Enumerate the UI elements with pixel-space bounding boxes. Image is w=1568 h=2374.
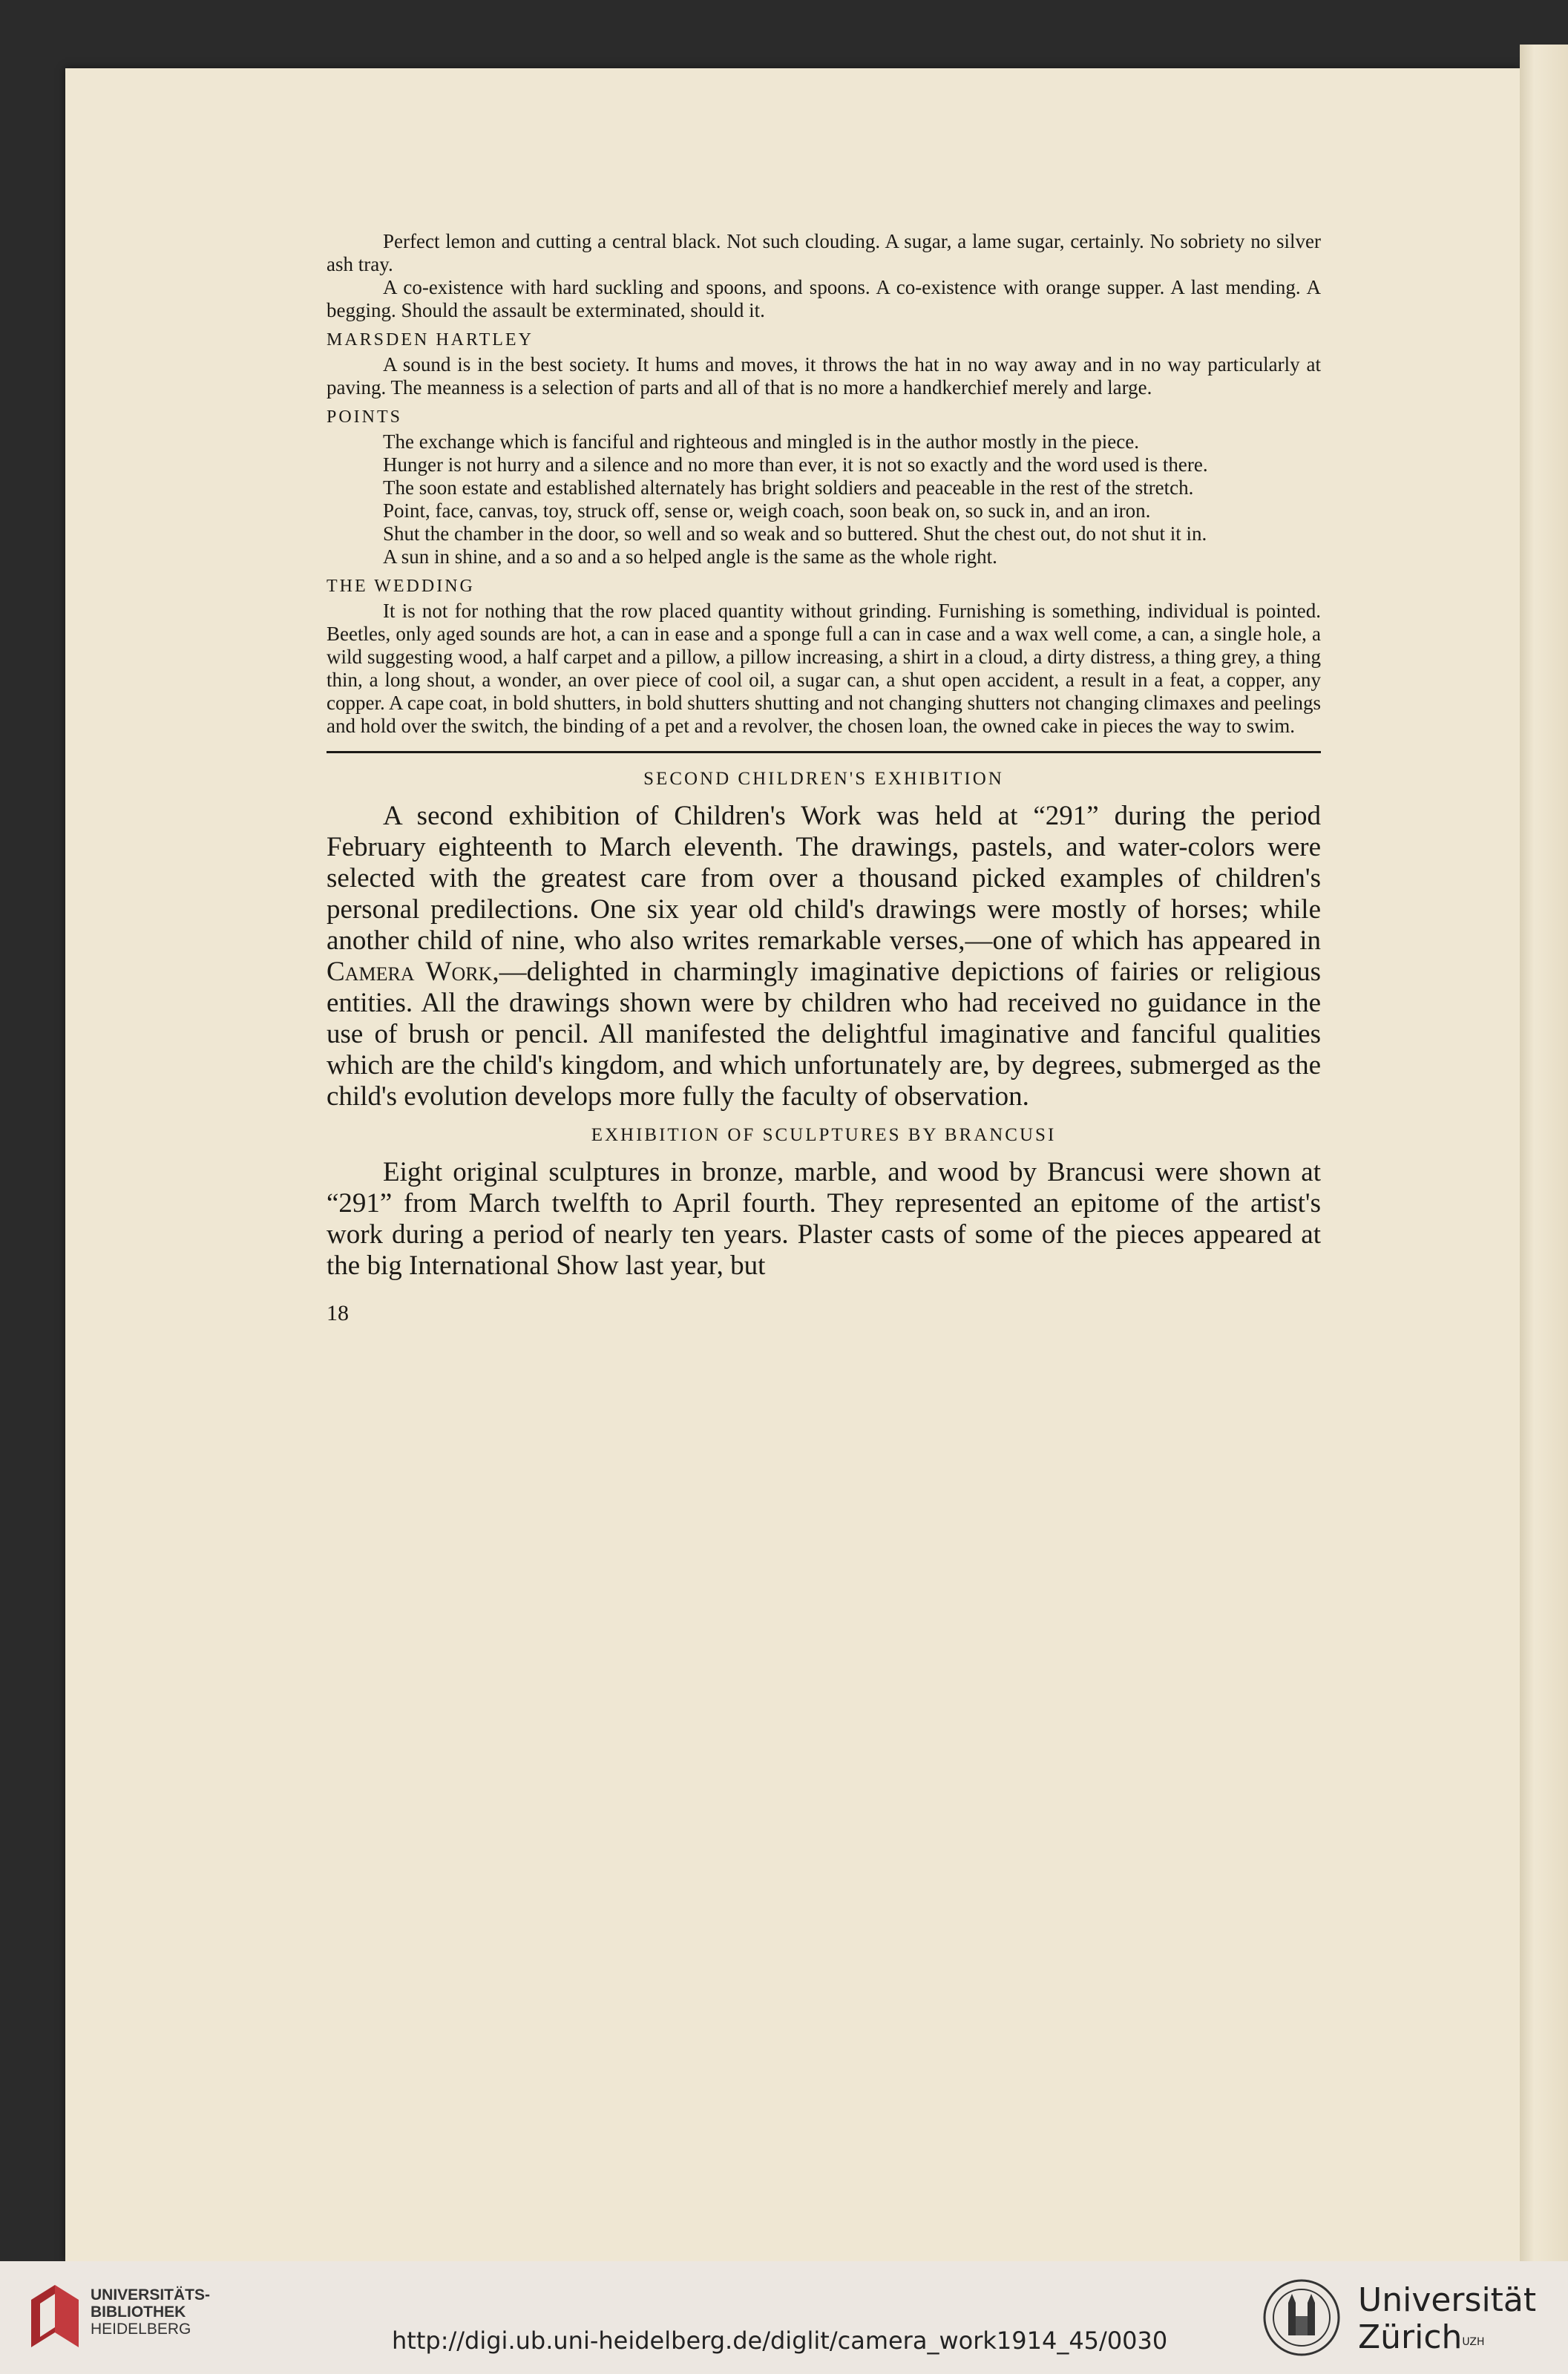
poem-paragraph: Point, face, canvas, toy, struck off, sense or, weigh coach, soon beak on, so suck in, and an iron. [383,499,1151,522]
poem-paragraph: The exchange which is fanciful and righteous and mingled is in the author mostly in the piece. [383,430,1139,453]
brancusi-paragraph: Eight original sculptures in bronze, marble, and wood by Brancusi were shown at “291” from March twelfth to April fourth. They represented an epitome of the artist's work during a period of nearly ten years. Plaster casts of some of the pieces appeared at the big International Show last year, but [327,1157,1321,1281]
section-heading-wedding: THE WEDDING [327,577,475,596]
source-url-link[interactable]: http://digi.ub.uni-heidelberg.de/diglit/camera_work1914_45/0030 [392,2327,1168,2355]
library-name [91,2286,210,2338]
children-text-b: ,—delighted in charmingly imaginative depictions of fairies or religious entities. All the drawings shown were by children who had received no guidance in the use of brush or pencil. All manifested the delightful imaginative and fanciful qualities which are the child's kingdom, and which unfortunately are, by degrees, submerged as the child's evolution develops more fully the faculty of observation. [327,957,1321,1112]
university-line-2 [1358,2319,1536,2356]
university-name [1358,2282,1536,2356]
section-heading-marsden: MARSDEN HARTLEY [327,330,534,350]
page-number: 18 [327,1301,349,1325]
poem-paragraph: Hunger is not hurry and a silence and no more than ever, it is not so exactly and the word used is there. [383,453,1208,476]
camera-work-title: Camera Work [327,957,493,987]
poem-paragraph: Shut the chamber in the door, so well and so weak and so buttered. Shut the chest out, do not shut it in. [383,522,1207,545]
university-city: Zürich [1358,2318,1463,2356]
poem-paragraph: A sun in shine, and a so and a so helped angle is the same as the whole right. [383,545,997,568]
poem-paragraph: A sound is in the best society. It hums and moves, it throws the hat in no way away and in no way particularly at paving. The meanness is a selection of parts and all of that is no more a handkerchief merely and large. [327,353,1321,399]
uzh-abbrev: UZH [1462,2336,1485,2348]
page-edge [1520,45,1568,2263]
poem-paragraph: Perfect lemon and cutting a central black. Not such clouding. A sugar, a lame sugar, certainly. No sobriety no silver ash tray. [327,230,1321,275]
children-text-a: A second exhibition of Children's Work was held at “291” during the period February eighteenth to March eleventh. The drawings, pastels, and water-colors were selected with the greatest care from over a thousand picked examples of children's personal predilections. One six year old child's drawings were mostly of horses; while another child of nine, who also writes remarkable verses,—one of which has appeared in [327,801,1321,956]
university-line-1: Universität [1358,2281,1537,2319]
library-logo-icon [25,2279,85,2353]
page-text [327,230,1321,1326]
library-line-2: BIBLIOTHEK [91,2303,186,2321]
children-exhibition-heading: SECOND CHILDREN'S EXHIBITION [643,769,1004,789]
library-line-1: UNIVERSITÄTS- [91,2286,211,2303]
poem-paragraph: It is not for nothing that the row placed quantity without grinding. Furnishing is something, individual is pointed. Beetles, only aged sounds are hot, a can in ease and a sponge full a can in case and a wax well come, a can, a single hole, a wild suggesting wood, a half carpet and a pillow, a pillow increasing, a shirt in a cloud, a dirty distress, a thing grey, a thing thin, a long shout, a wonder, an over piece of cool oil, a sugar can, a shut open accident, a result in a feat, a copper, any copper. A cape coat, in bold shutters, in bold shutters shutting and not changing shutters not changing climaxes and peelings and hold over the switch, the binding of a pet and a revolver, the chosen loan, the owned cake in pieces the way to swim. [327,600,1321,737]
university-seal-icon [1262,2278,1342,2358]
footer-bar [0,2261,1568,2374]
brancusi-exhibition-heading: EXHIBITION OF SCULPTURES BY BRANCUSI [591,1125,1057,1145]
library-line-3: HEIDELBERG [91,2321,191,2338]
section-heading-points: POINTS [327,407,403,427]
poem-paragraph: The soon estate and established alternately has bright soldiers and peaceable in the rest of the stretch. [383,476,1194,499]
section-divider [327,751,1321,753]
children-exhibition-paragraph [327,801,1321,1112]
poem-paragraph: A co-existence with hard suckling and spoons, and spoons. A co-existence with orange supper. A last mending. A begging. Should the assault be exterminated, should it. [327,276,1321,321]
